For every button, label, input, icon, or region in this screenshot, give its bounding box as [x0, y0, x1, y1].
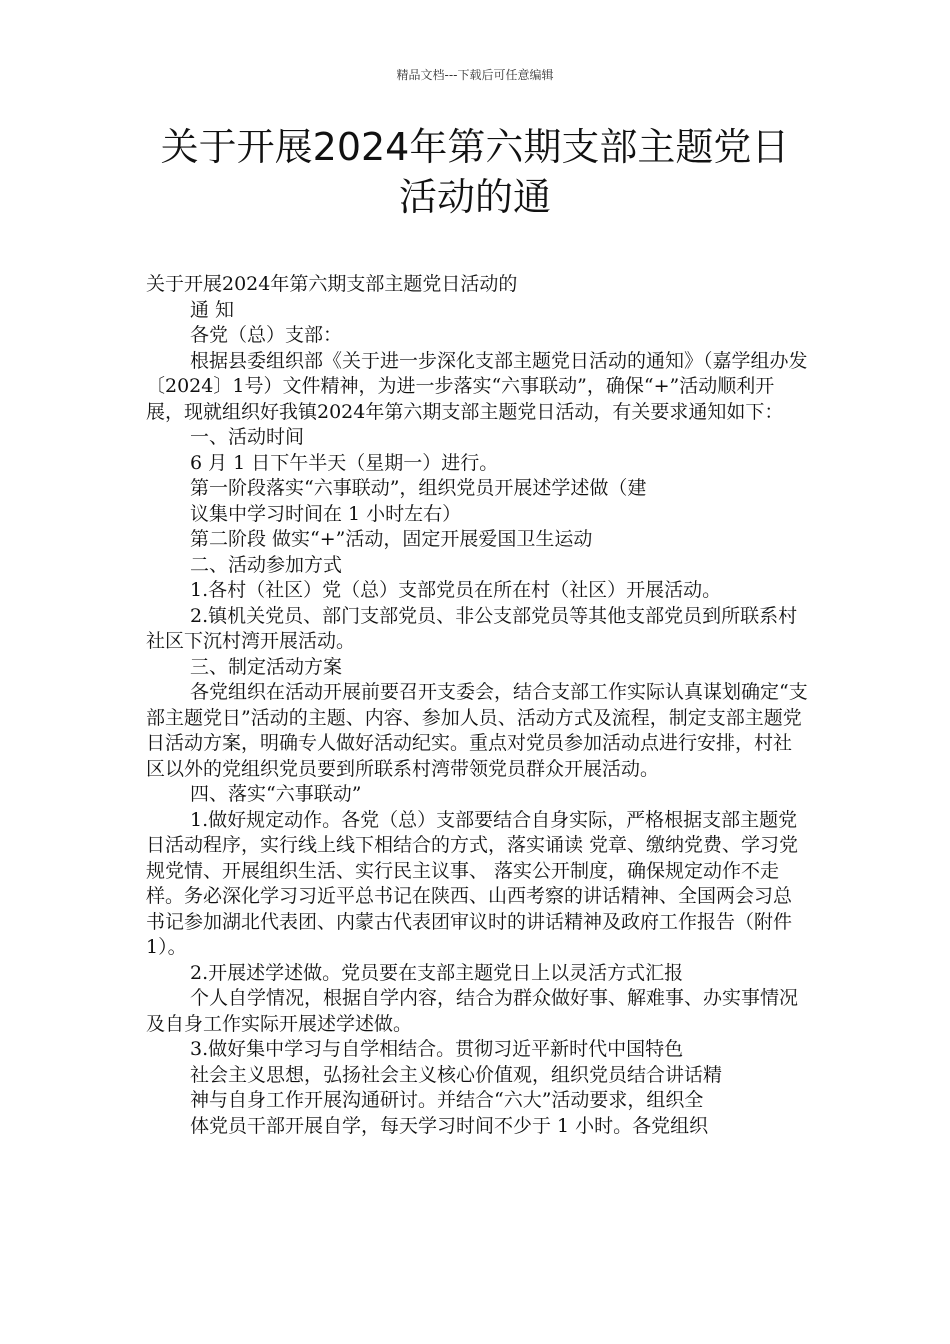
body-paragraph: 议集中学习时间在 1 小时左右）	[190, 502, 462, 525]
body-paragraph: 6 月 1 日下午半天（星期一）进行。	[190, 451, 499, 474]
body-paragraph: 第一阶段落实“六事联动”，组织党员开展述学述做（建	[190, 477, 647, 499]
body-paragraph: 关于开展2024年第六期支部主题党日活动的	[146, 273, 518, 295]
body-paragraph: 二、活动参加方式	[190, 553, 343, 576]
body-paragraph: 通 知	[190, 298, 235, 321]
body-paragraph: 个人自学情况，根据自学内容，结合为群众做好事、解难事、办实事情况及自身工作实际开展述学述做。	[146, 987, 799, 1035]
body-paragraph: 神与自身工作开展沟通研讨。并结合“六大”活动要求，组织全	[190, 1089, 704, 1111]
document-body	[146, 272, 810, 1139]
body-paragraph: 一、活动时间	[190, 426, 305, 448]
title-line-2: 活动的通	[398, 175, 551, 219]
body-paragraph: 各党（总）支部：	[190, 324, 343, 346]
body-paragraph: 1.各村（社区）党（总）支部党员在所在村（社区）开展活动。	[190, 579, 722, 601]
title-line-1: 关于开展2024年第六期支部主题党日	[160, 125, 790, 169]
body-paragraph: 2.镇机关党员、部门支部党员、非公支部党员等其他支部党员到所联系村社区下沉村湾开展活动。	[146, 604, 798, 652]
body-paragraph: 3.做好集中学习与自学相结合。贯彻习近平新时代中国特色	[190, 1038, 684, 1060]
body-paragraph: 根据县委组织部《关于进一步深化支部主题党日活动的通知》（嘉学组办发〔2024〕1号）文件精神，为进一步落实“六事联动”，确保“+”活动顺利开展，现就组织好我镇2024年第六期支部主题党日活动，有关要求通知如下：	[146, 349, 808, 423]
body-paragraph: 1.做好规定动作。各党（总）支部要结合自身实际，严格根据支部主题党日活动程序，实行线上线下相结合的方式，落实诵读 党章、缴纳党费、学习党规党情、开展组织生活、实行民主议事、 落实公开制度，确保规定动作不走样。务必深化学习习近平总书记在陕西、山西考察的讲话精神、全国两会习总书记参加湖北代表团、内蒙古代表团审议时的讲话精神及政府工作报告（附件1）。	[146, 808, 799, 958]
document-title	[60, 122, 890, 222]
body-paragraph: 四、落实“六事联动”	[190, 783, 362, 805]
body-paragraph: 各党组织在活动开展前要召开支委会，结合支部工作实际认真谋划确定“支部主题党日”活动的主题、内容、参加人员、活动方式及流程，制定支部主题党日活动方案，明确专人做好活动纪实。重点对党员参加活动点进行安排，村社区以外的党组织党员要到所联系村湾带领党员群众开展活动。	[146, 681, 808, 780]
body-paragraph: 社会主义思想，弘扬社会主义核心价值观，组织党员结合讲话精	[190, 1063, 723, 1086]
page-header: 精品文档---下载后可任意编辑	[396, 68, 554, 82]
body-paragraph: 2.开展述学述做。党员要在支部主题党日上以灵活方式汇报	[190, 961, 684, 984]
body-paragraph: 三、制定活动方案	[190, 655, 343, 678]
body-paragraph: 体党员干部开展自学，每天学习时间不少于 1 小时。各党组织	[190, 1114, 709, 1137]
body-paragraph: 第二阶段 做实“+”活动，固定开展爱国卫生运动	[190, 528, 593, 550]
